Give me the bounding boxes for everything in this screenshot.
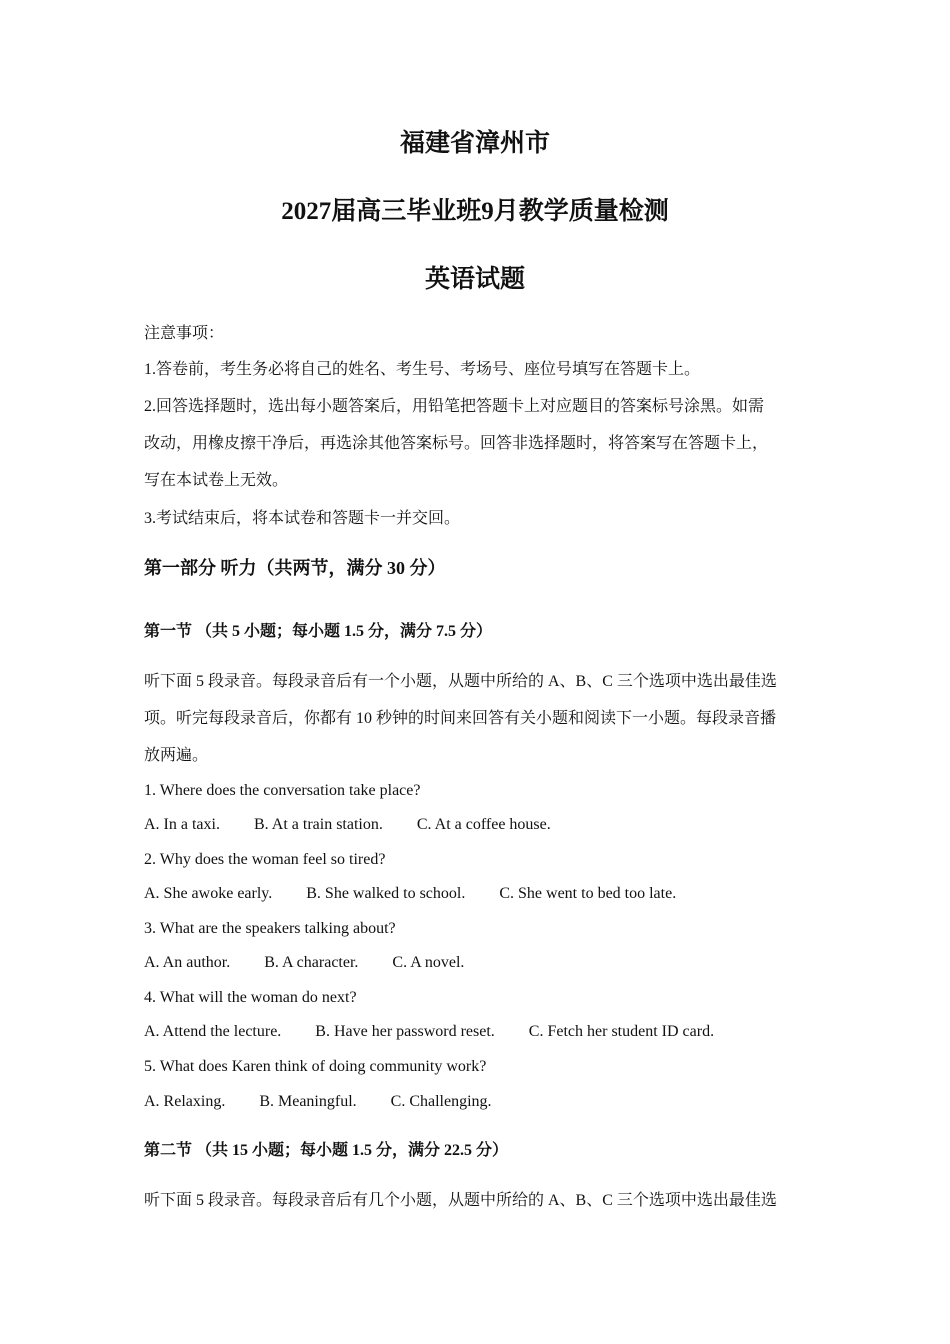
question-1-options bbox=[144, 814, 585, 836]
option-a: A. Attend the lecture. bbox=[144, 1023, 282, 1040]
notice-label: 注意事项： bbox=[144, 325, 225, 342]
question-4: 4. What will the woman do next? bbox=[144, 989, 357, 1006]
option-b: B. At a train station. bbox=[253, 816, 383, 833]
section-2-instruction-line-1: 听下面 5 段录音。每段录音后有几个小题，从题中所给的 A、B、C 三个选项中选出最佳选 bbox=[144, 1192, 777, 1209]
notice-item-2-line-2: 改动，用橡皮擦干净后，再选涂其他答案标号。回答非选择题时，将答案写在答题卡上， bbox=[144, 435, 769, 452]
option-a: A. An author. bbox=[144, 954, 231, 971]
option-b: B. Meaningful. bbox=[259, 1093, 357, 1110]
notice-item-1: 1.答卷前，考生务必将自己的姓名、考生号、考场号、座位号填写在答题卡上。 bbox=[144, 361, 701, 378]
section-1-instruction-line-3: 放两遍。 bbox=[144, 747, 209, 764]
option-b: B. Have her password reset. bbox=[315, 1023, 495, 1040]
question-4-options bbox=[144, 1021, 748, 1043]
notice-item-2-line-1: 2.回答选择题时，选出每小题答案后，用铅笔把答题卡上对应题目的答案标号涂黑。如需 bbox=[144, 398, 765, 415]
exam-title-name: 2027届高三毕业班9月教学质量检测 bbox=[281, 198, 669, 225]
question-5: 5. What does Karen think of doing community work? bbox=[144, 1058, 487, 1075]
question-3: 3. What are the speakers talking about? bbox=[144, 920, 396, 937]
option-c: C. At a coffee house. bbox=[416, 816, 551, 833]
option-b: B. She walked to school. bbox=[306, 885, 466, 902]
exam-title-subject: 英语试题 bbox=[424, 266, 525, 293]
option-c: C. Fetch her student ID card. bbox=[528, 1023, 715, 1040]
section-1-instruction-line-2: 项。听完每段录音后，你都有 10 秒钟的时间来回答有关小题和阅读下一小题。每段录音播 bbox=[144, 710, 777, 727]
question-3-options bbox=[144, 952, 498, 974]
option-a: A. She awoke early. bbox=[144, 885, 273, 902]
option-c: C. A novel. bbox=[392, 954, 465, 971]
question-5-options bbox=[144, 1091, 526, 1113]
option-b: B. A character. bbox=[264, 954, 359, 971]
section-2-heading: 第二节 （共 15 小题；每小题 1.5 分，满分 22.5 分） bbox=[144, 1142, 509, 1159]
option-a: A. In a taxi. bbox=[144, 816, 220, 833]
notice-item-2-line-3: 写在本试卷上无效。 bbox=[144, 472, 289, 489]
question-2-options bbox=[144, 883, 710, 905]
exam-title-province: 福建省漳州市 bbox=[399, 130, 550, 157]
part-1-heading: 第一部分 听力（共两节，满分 30 分） bbox=[144, 558, 446, 578]
notice-item-3: 3.考试结束后，将本试卷和答题卡一并交回。 bbox=[144, 510, 461, 527]
option-a: A. Relaxing. bbox=[144, 1093, 226, 1110]
question-1: 1. Where does the conversation take place? bbox=[144, 782, 421, 799]
option-c: C. She went to bed too late. bbox=[499, 885, 677, 902]
section-1-instruction-line-1: 听下面 5 段录音。每段录音后有一个小题，从题中所给的 A、B、C 三个选项中选出最佳选 bbox=[144, 673, 777, 690]
section-1-heading: 第一节 （共 5 小题；每小题 1.5 分，满分 7.5 分） bbox=[144, 623, 493, 640]
option-c: C. Challenging. bbox=[390, 1093, 492, 1110]
question-2: 2. Why does the woman feel so tired? bbox=[144, 851, 386, 868]
